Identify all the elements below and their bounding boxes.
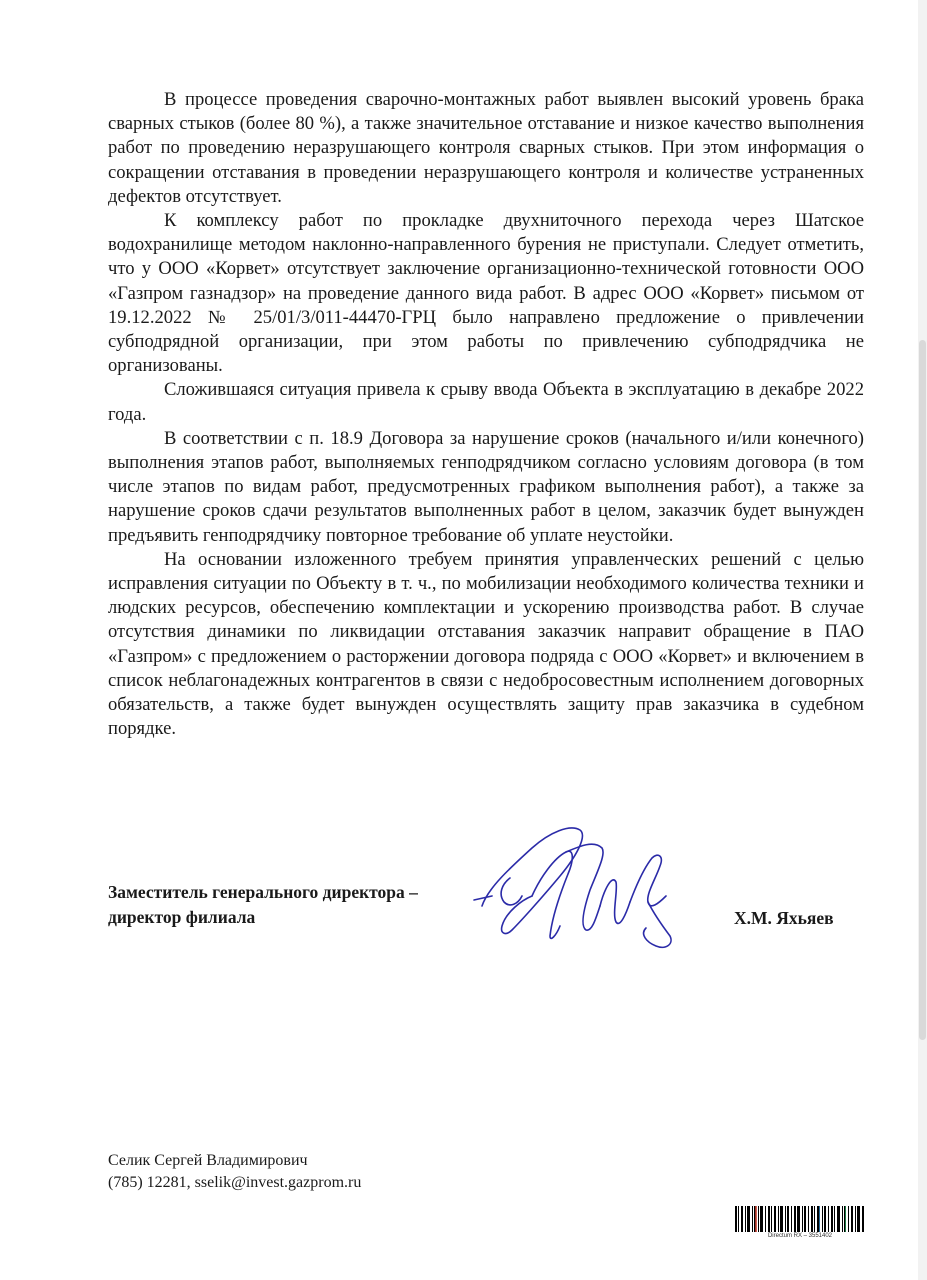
scrollbar-thumb[interactable]: [919, 340, 926, 1040]
signatory-name: Х.М. Яхьяев: [734, 908, 834, 928]
paragraph-drilling-works: К комплексу работ по прокладке двухниточного перехода через Шатское водохранилище методом наклонно-направленного бурения не приступали. Следует отметить, что у ООО «Корвет» отсутствует заключение организационно-технической готовности ООО «Газпром газнадзор» на проведение данного вида работ. В адрес ООО «Корвет» письмом от 19.12.2022 № 25/01/3/011-44470-ГРЦ было направлено предложение о привлечении субподрядной организации, при этом работы по привлечению субподрядчика не организованы.: [108, 210, 864, 377]
vertical-scrollbar[interactable]: [918, 0, 927, 1280]
executor-name: Селик Сергей Владимирович: [108, 1152, 308, 1169]
paragraph-demands: На основании изложенного требуем принятия управленческих решений с целью исправления ситуации по Объекту в т. ч., по мобилизации необходимого количества техники и людских ресурсов, обеспечению комплектации и ускорению производства работ. В случае отсутствия динамики по ликвидации отставания заказчик направит обращение в ПАО «Газпром» с предложением о расторжении договора подряда с ООО «Корвет» и включением в список неблагонадежных контрагентов в связи с недобросовестным исполнением договорных обязательств, а также будет вынужден осуществлять защиту прав заказчика в судебном порядке.: [108, 548, 864, 740]
paragraph-contract-penalty: В соответствии с п. 18.9 Договора за нарушение сроков (начального и/или конечного) выполнения этапов работ, выполняемых генподрядчиком согласно условиям договора (в том числе этапов по видам работ, предусмотренных графиком выполнения работ), а также за нарушение сроков сдачи результатов выполненных работ в целом, заказчик будет вынужден предъявить генподрядчику повторное требование об уплате неустойки.: [108, 427, 864, 546]
executor-contact: (785) 12281, sselik@invest.gazprom.ru: [108, 1174, 362, 1191]
executor-block: [108, 1150, 361, 1194]
letter-body: [108, 88, 864, 741]
signatory-title-line2: директор филиала: [108, 907, 256, 927]
paragraph-commissioning-failure: Сложившаяся ситуация привела к срыву ввода Объекта в эксплуатацию в декабре 2022 года.: [108, 379, 864, 425]
document-barcode: [735, 1206, 865, 1242]
barcode-label: Directum RX – 3551402: [767, 1233, 833, 1239]
barcode-graphic: [735, 1206, 865, 1232]
paragraph-welding-defects: В процессе проведения сварочно-монтажных работ выявлен высокий уровень брака сварных стыков (более 80 %), а также значительное отставание и низкое качество выполнения работ по проведению неразрушающего контроля сварных стыков. При этом информация о сокращении отставания в проведении неразрушающего контроля и количестве устраненных дефектов отсутствует.: [108, 89, 864, 207]
signatory-title-line1: Заместитель генерального директора –: [108, 882, 418, 902]
signatory-title: [108, 880, 418, 930]
handwritten-signature: [470, 818, 700, 968]
